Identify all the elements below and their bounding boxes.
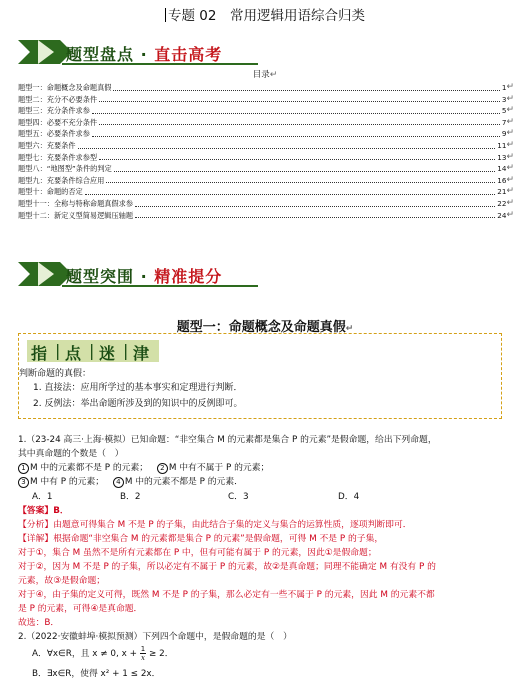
banner-overview-text	[66, 42, 222, 65]
toc-entry-label: 题型二：充分不必要条件	[18, 94, 98, 104]
tip-intro: 判断命题的真假：	[19, 369, 92, 379]
toc-entry-page: 1	[501, 83, 507, 92]
q2-option-a-tail: ≥ 2．	[149, 649, 174, 659]
toc-entry-page: 11	[497, 140, 507, 150]
tip-header-char: 点	[65, 344, 82, 363]
tip-header-char: 迷	[99, 344, 116, 363]
q1-options	[32, 489, 359, 502]
toc-row[interactable]: 题型九：充要条件综合应用 16 ↵	[18, 174, 514, 185]
q2-option-a-text: A．∀x∈R，且 x ≠ 0, x +	[32, 649, 137, 659]
q1-explanation-line: 对于①，集合 M 虽然不是所有元素都在 P 中，但有可能有属于 P 的元素，因此①是假命题；	[18, 548, 377, 558]
toc-heading-text: 目录	[252, 70, 270, 80]
toc-entry-page: 13	[497, 152, 507, 162]
toc-entry-label: 题型一：命题概念及命题真假	[18, 83, 112, 92]
q1-explanation-line: 【详解】根据命题“非空集合 M 的元素都是集合 P 的元素”是假命题，可得 M 不是 P 的子集，	[18, 534, 384, 544]
toc-entry-page: 14	[497, 164, 507, 174]
toc-leader-dots	[113, 90, 499, 91]
q1-analysis: 【分析】由题意可得集合 M 不是 P 的子集，由此结合子集的定义与集合的运算性质，逐项判断即可．	[18, 520, 412, 530]
tip-header-char: 指	[31, 344, 48, 363]
q1-statement: M 中有不属于 P 的元素；	[168, 463, 270, 473]
toc-row[interactable]: 题型二：充分不必要条件 3 ↵	[18, 93, 514, 104]
toc-entry-label: 题型十：命题的否定	[18, 187, 83, 197]
section-title: 题型一：命题概念及命题真假↵	[176, 320, 354, 335]
toc-leader-dots	[135, 206, 495, 207]
fraction-numerator: 1	[140, 645, 146, 653]
banner-overview-part2: 直击高考	[154, 45, 223, 64]
toc-entry-label: 题型三：充分条件求参	[18, 106, 90, 116]
toc-leader-dots	[99, 159, 495, 160]
toc-leader-dots	[135, 217, 495, 218]
toc-row[interactable]: 题型一：命题概念及命题真假 1 ↵	[18, 82, 514, 92]
banner-overview-part1: 题型盘点	[66, 45, 135, 64]
q2-option-a	[32, 645, 174, 662]
q1-statements-row2: 3 M 中有 P 的元素； 4 M 中的元素不都是 P 的元素．	[18, 474, 243, 488]
q1-explanation-line: 元素，故③是假命题；	[18, 576, 106, 586]
toc-row[interactable]: 题型十二：新定义型简易逻辑压轴题 24 ↵	[18, 209, 514, 220]
toc-entry-page: 3	[501, 94, 507, 104]
toc-entry-label: 题型九：充要条件综合应用	[18, 175, 105, 185]
toc-row[interactable]: 题型七：充要条件求参型 13 ↵	[18, 151, 514, 162]
q1-option-d: D．4	[338, 492, 360, 502]
toc-leader-dots	[106, 182, 495, 183]
toc-entry-label: 题型十一：全称与特称命题真假求参	[18, 198, 134, 208]
banner-overview-sep: ·	[140, 45, 148, 64]
toc-entry-page: 5	[501, 106, 507, 116]
toc-row[interactable]: 题型三：充分条件求参 5 ↵	[18, 105, 514, 116]
banner-practice-text	[66, 264, 222, 287]
banner-practice-part1: 题型突围	[66, 267, 135, 286]
section-title-text: 题型一：命题概念及命题真假	[176, 320, 346, 335]
tip-header: 指 | 点 | 迷 | 津	[27, 340, 159, 362]
toc-entry-page: 21	[497, 187, 507, 197]
toc-leader-dots	[114, 171, 496, 172]
toc-leader-dots	[85, 194, 496, 195]
toc-entry-page: 22	[497, 198, 507, 208]
tip-item: 1. 直接法：应用所学过的基本事实和定理进行判断．	[33, 383, 243, 393]
toc-row[interactable]: 题型十一：全称与特称命题真假求参 22 ↵	[18, 197, 514, 208]
toc-row[interactable]: 题型八：“地图型”条件的判定 14 ↵	[18, 163, 514, 174]
toc-leader-dots	[99, 124, 500, 125]
toc-heading: 目录↵	[252, 70, 278, 80]
q1-conclusion: 故选：B．	[18, 618, 60, 628]
banner-practice-part2: 精准提分	[154, 267, 223, 286]
toc-entry-label: 题型八：“地图型”条件的判定	[18, 164, 112, 174]
q1-statements-row1: 1 M 中的元素都不是 P 的元素； 2 M 中有不属于 P 的元素；	[18, 460, 269, 474]
toc-entry-label: 题型五：必要条件求参	[18, 129, 90, 139]
section-banner-practice	[18, 256, 258, 292]
q1-answer: 【答案】B．	[18, 506, 69, 516]
q1-statement: M 中的元素都不是 P 的元素；	[30, 463, 149, 473]
q1-stem-line1: 1.（23-24 高三·上海·模拟）已知命题：“非空集合 M 的元素都是集合 P 的元素”是假命题，给出下列命题，	[18, 435, 437, 445]
toc-leader-dots	[78, 148, 496, 149]
toc-entry-label: 题型六：充要条件	[18, 140, 76, 150]
q1-explanation-line: 对于④，由子集的定义可得，既然 M 不是 P 的子集，那么必定有一些不属于 P 的元素，因此 M 的元素不都	[18, 590, 435, 600]
q2-option-b: B．∃x∈R，使得 x² + 1 ≤ 2x．	[32, 669, 161, 679]
toc-leader-dots	[92, 113, 500, 114]
section-banner-overview	[18, 34, 258, 70]
toc-entry-label: 题型七：充要条件求参型	[18, 152, 98, 162]
tip-item: 2. 反例法：举出命题所涉及到的知识中的反例即可。	[33, 399, 243, 409]
toc-entry-page: 9	[501, 129, 507, 139]
text-cursor	[165, 8, 166, 22]
toc-entry-label: 题型十二：新定义型简易逻辑压轴题	[18, 210, 134, 220]
toc-entry-page: 7	[501, 117, 507, 127]
toc-row[interactable]: 题型五：必要条件求参 9 ↵	[18, 128, 514, 139]
toc-row[interactable]: 题型十：命题的否定 21 ↵	[18, 186, 514, 197]
toc-row[interactable]: 题型六：充要条件 11 ↵	[18, 139, 514, 150]
q1-option-a: A．1	[32, 492, 53, 502]
toc-leader-dots	[99, 101, 500, 102]
toc-entry-label: 题型四：必要不充分条件	[18, 117, 98, 127]
toc-entry-page: 16	[497, 175, 507, 185]
q1-option-c: C．3	[228, 492, 249, 502]
q2-option-a-fraction	[140, 645, 146, 662]
q1-explanation-line: 对于②，因为 M 不是 P 的子集，所以必定有不属于 P 的元素，故②是真命题；同理不能确定 M 有没有 P 的	[18, 562, 436, 572]
banner-practice-sep: ·	[140, 267, 148, 286]
q1-option-b: B．2	[120, 492, 141, 502]
q1-stem-line2: 其中真命题的个数是（ ）	[18, 449, 124, 459]
q1-explanation-line: 是 P 的元素，可得④是真命题．	[18, 604, 143, 614]
toc-row[interactable]: 题型四：必要不充分条件 7 ↵	[18, 116, 514, 127]
document-title-text: 专题 02 常用逻辑用语综合归类	[168, 8, 365, 24]
q1-statement: M 中的元素不都是 P 的元素．	[124, 477, 243, 487]
table-of-contents	[18, 82, 514, 221]
document-title	[0, 4, 530, 24]
tip-box	[18, 333, 502, 419]
toc-leader-dots	[92, 136, 500, 137]
tip-header-char: 津	[133, 344, 150, 363]
toc-entry-page: 24	[497, 210, 507, 220]
fraction-denominator: x	[140, 654, 145, 662]
q1-statement: M 中有 P 的元素；	[30, 477, 105, 487]
q2-stem: 2.（2022·安徽蚌埠·模拟预测）下列四个命题中，是假命题的是（ ）	[18, 632, 292, 642]
